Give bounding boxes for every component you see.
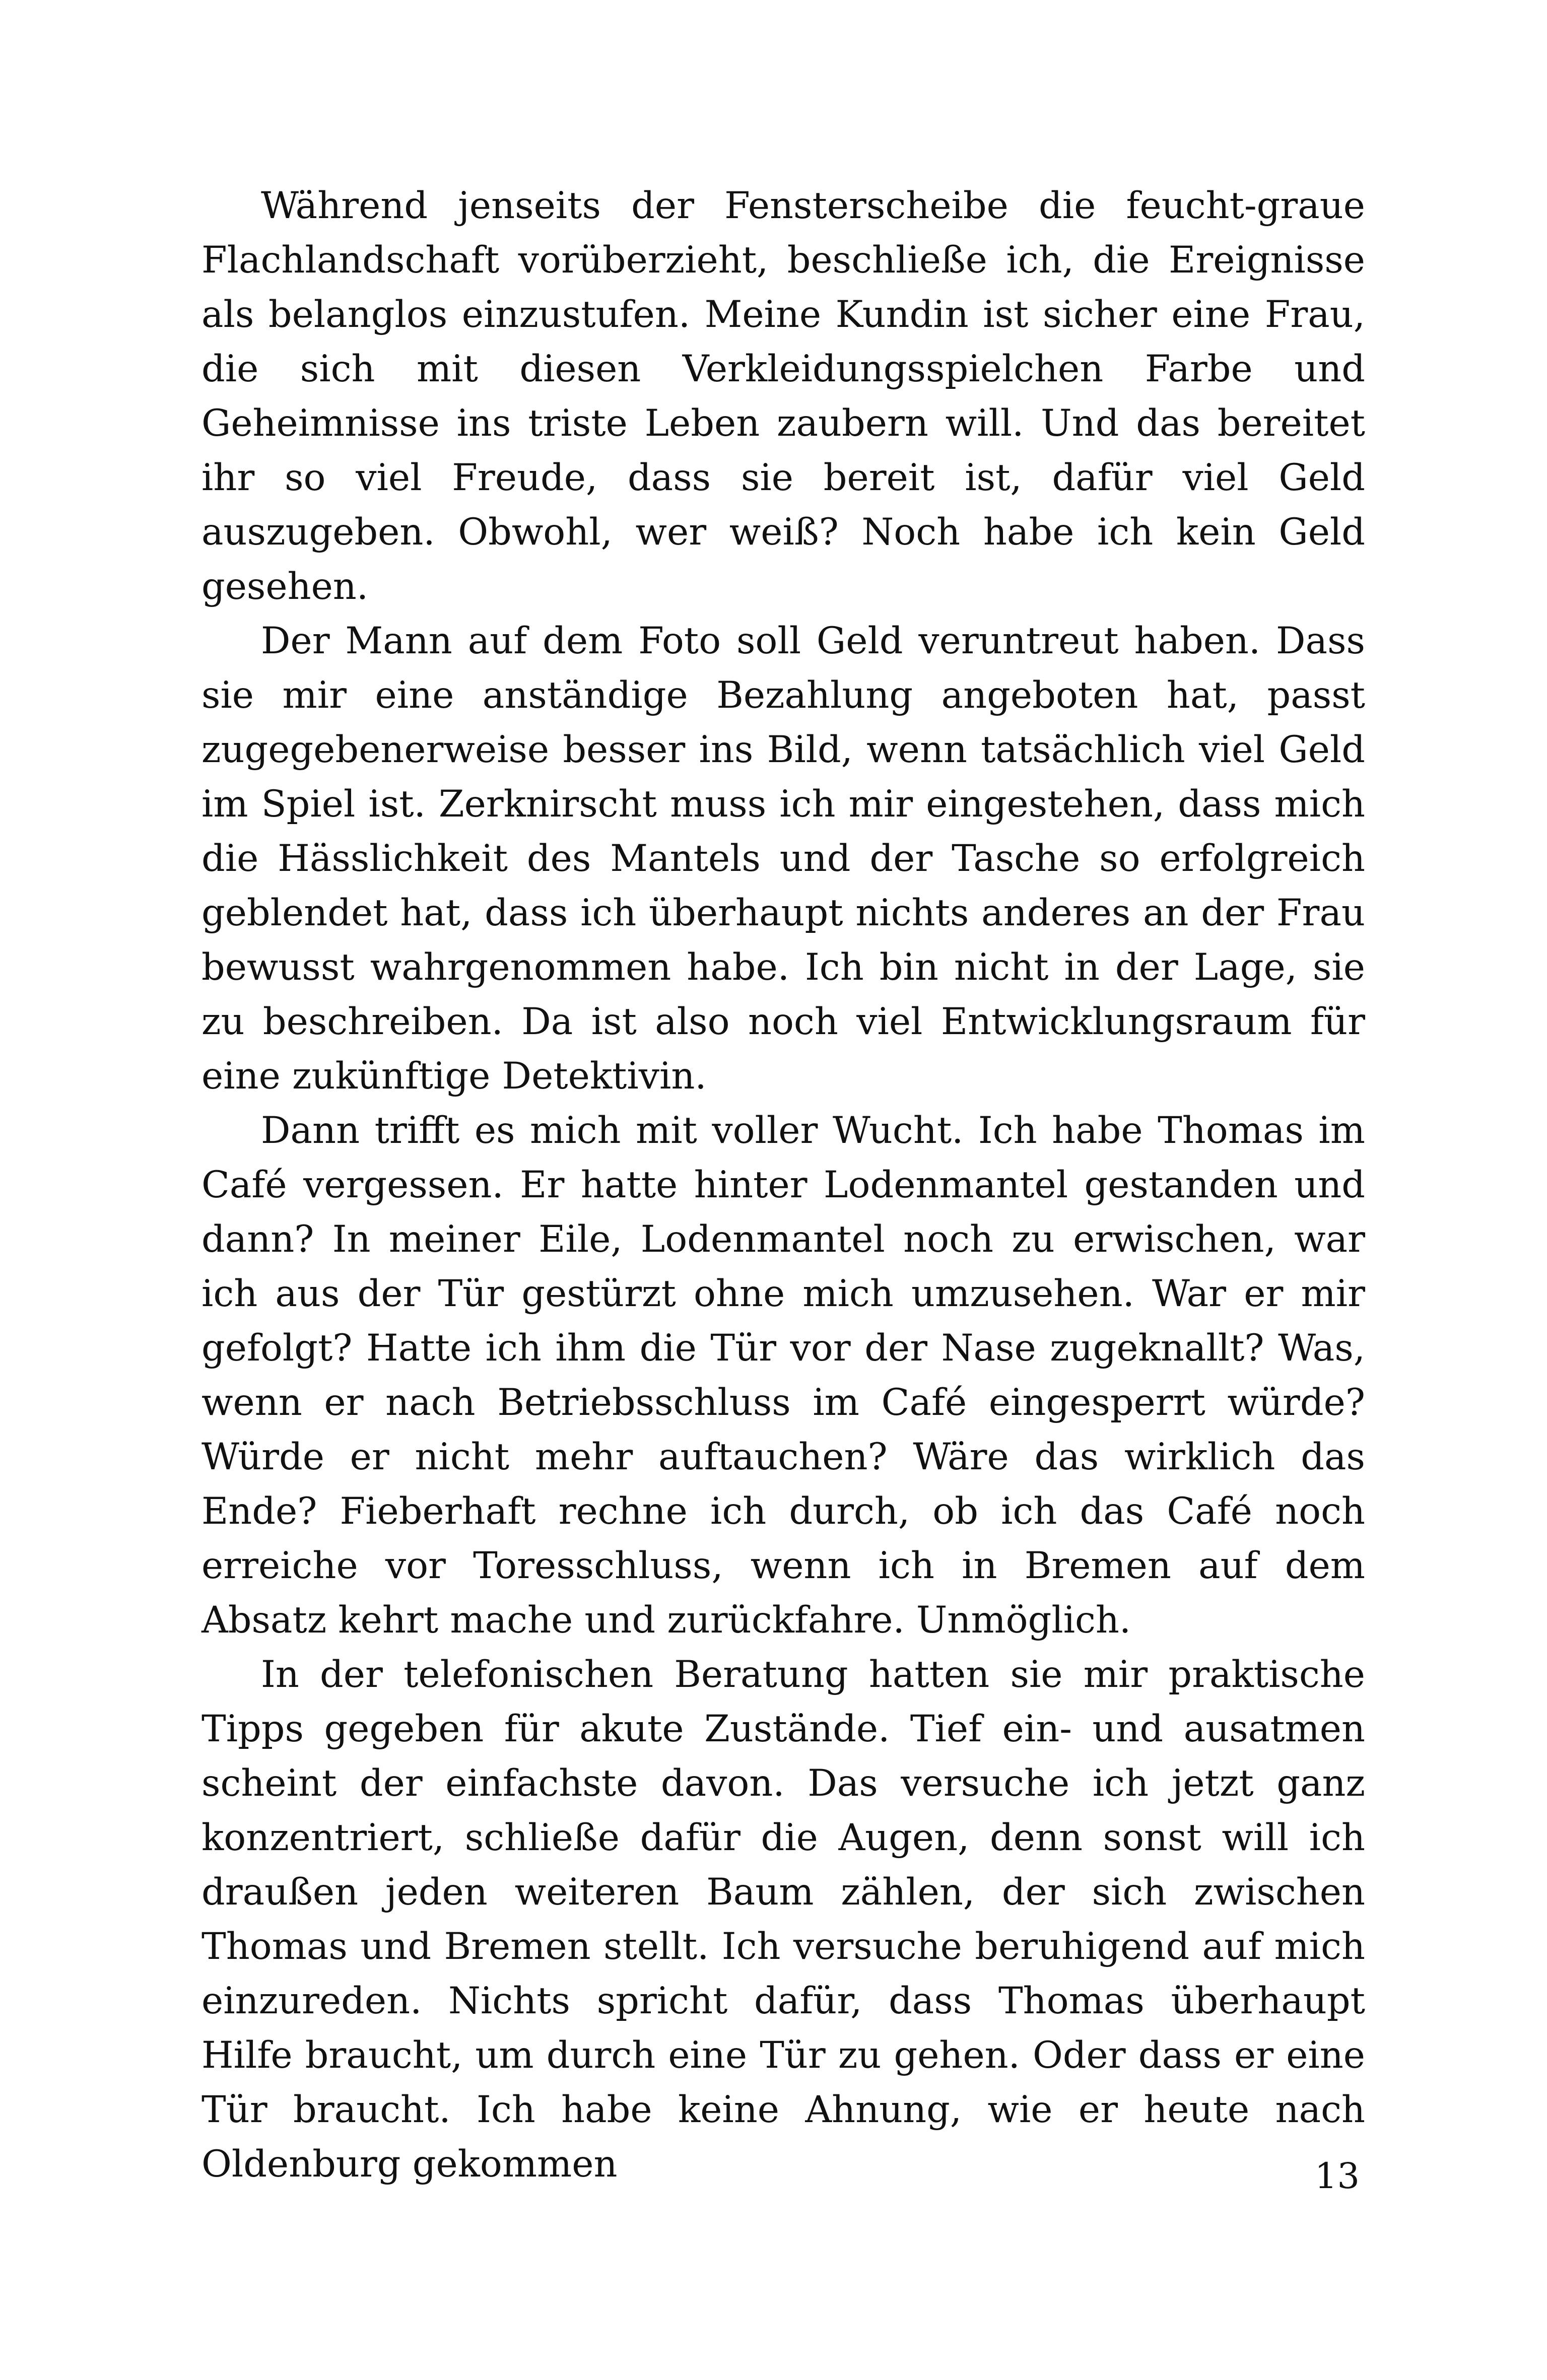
paragraph-3: Dann trifft es mich mit voller Wucht. Ich habe Thomas im Café vergessen. Er hatte hinter Lodenmantel gestanden und dann? In meiner Eile, Lodenmantel noch zu erwischen, war ich aus der Tür gestürzt ohne mich umzusehen. War er mir gefolgt? Hatte ich ihm die Tür vor der Nase zugeknallt? Was, wenn er nach Betriebsschluss im Café eingesperrt würde? Würde er nicht mehr auftauchen? Wäre das wirklich das Ende? Fieberhaft rechne ich durch, ob ich das Café noch erreiche vor Toresschluss, wenn ich in Bremen auf dem Absatz kehrt mache und zurückfahre. Unmöglich. [201, 1109, 1365, 1642]
body-text [201, 179, 1365, 2192]
paragraph-4: In der telefonischen Beratung hatten sie mir praktische Tipps gegeben für akute Zustände. Tief ein- und ausatmen scheint der einfachste davon. Das versuche ich jetzt ganz konzentriert, schließe dafür die Augen, denn sonst will ich draußen jeden weiteren Baum zählen, der sich zwischen Thomas und Bremen stellt. Ich versuche beruhigend auf mich einzureden. Nichts spricht dafür, dass Thomas überhaupt Hilfe braucht, um durch eine Tür zu gehen. Oder dass er eine Tür braucht. Ich habe keine Ahnung, wie er heute nach Oldenburg gekommen [201, 1653, 1365, 2186]
page-number: 13 [1314, 2155, 1360, 2197]
paragraph-1: Während jenseits der Fensterscheibe die feucht-graue Flachlandschaft vorüberzieht, beschließe ich, die Ereignisse als belanglos einzustufen. Meine Kundin ist sicher eine Frau, die sich mit diesen Verkleidungsspielchen Farbe und Geheimnisse ins triste Leben zaubern will. Und das bereitet ihr so viel Freude, dass sie bereit ist, dafür viel Geld auszugeben. Obwohl, wer weiß? Noch habe ich kein Geld gesehen. [201, 184, 1365, 608]
paragraph-2: Der Mann auf dem Foto soll Geld veruntreut haben. Dass sie mir eine anständige Bezahlung angeboten hat, passt zugegebenerweise besser ins Bild, wenn tatsächlich viel Geld im Spiel ist. Zerknirscht muss ich mir eingestehen, dass mich die Hässlichkeit des Mantels und der Tasche so erfolgreich geblendet hat, dass ich überhaupt nichts anderes an der Frau bewusst wahrgenommen habe. Ich bin nicht in der Lage, sie zu beschreiben. Da ist also noch viel Entwicklungsraum für eine zukünftige Detektivin. [201, 620, 1365, 1098]
